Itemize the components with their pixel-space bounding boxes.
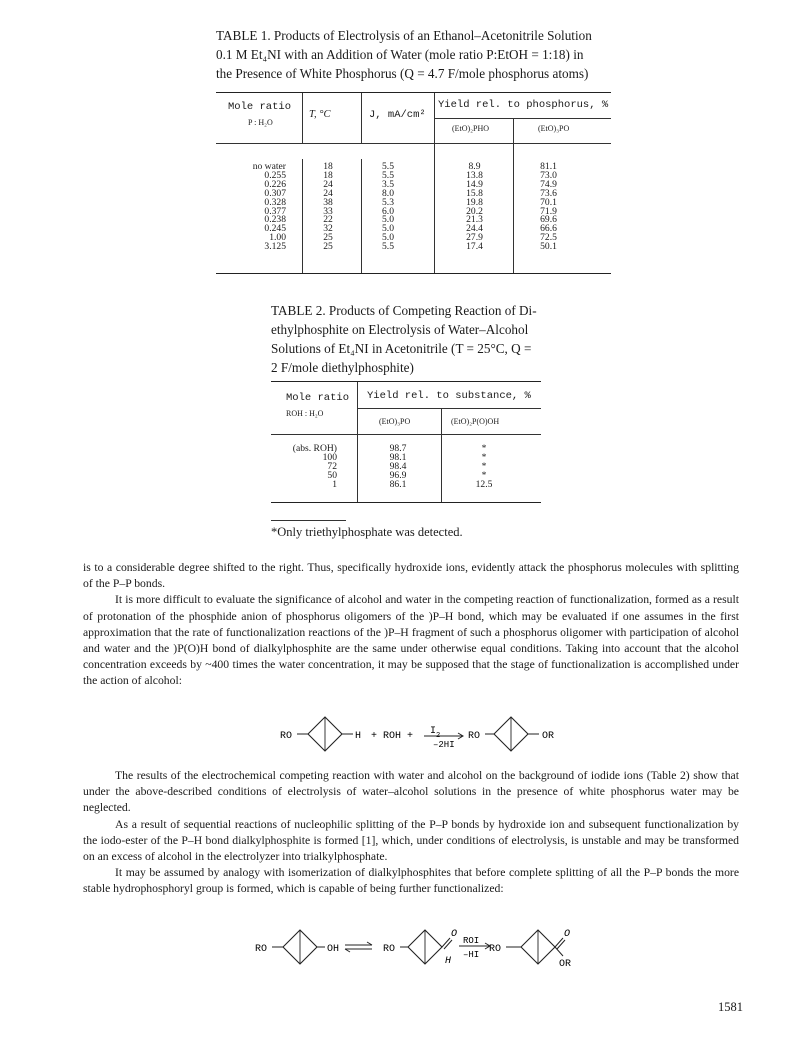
table1 — [216, 92, 611, 274]
eq1-ro-right: RO — [468, 731, 481, 742]
table2-header-mole-ratio: Mole ratio — [286, 392, 350, 404]
paragraph-3: The results of the electrochemical competing reaction with water and alcohol on the background of iodide ions (Table 2) show that under the above-described conditions of electrolysis of water–alcohol solutions in the presence of white phosphorus water may be neglected. — [83, 769, 739, 815]
table1-header-triethylphosphate: (EtO)₃PO — [538, 124, 570, 133]
table1-divider — [302, 93, 303, 143]
table2-caption-line3: Solutions of Et₄NI in Acetonitrile (T = 25°C, Q = — [271, 341, 532, 356]
table1-header-diethylphosphite: (EtO)₂PHO — [452, 124, 490, 133]
eq2-bond — [555, 947, 563, 956]
table1-header-current-density: J, mA/cm² — [369, 109, 426, 121]
table1-caption — [216, 26, 656, 83]
table1-header-mole-ratio-sub: P : H₂O — [248, 118, 273, 127]
table2-header-rule — [357, 408, 541, 409]
table1-divider — [434, 93, 435, 273]
body-text-upper — [83, 560, 739, 690]
table1-col-temperature: 18 18 24 24 38 33 22 32 25 25 — [323, 161, 333, 253]
eq1-minus-2hi: –2HI — [433, 740, 455, 750]
eq1-iodine: I — [430, 726, 437, 737]
eq1-h: H — [355, 731, 362, 742]
table1-col-current-density: 5.5 5.5 3.5 8.0 5.3 6.0 5.0 5.0 5.0 5.5 — [382, 161, 394, 253]
eq2-double-bond — [557, 940, 565, 949]
eq2-oxygen-2: O — [564, 929, 571, 940]
table2-footnote: *Only triethylphosphate was detected. — [271, 525, 463, 539]
table2-col-triethylphosphate: 98.7 98.1 98.4 96.9 86.1 — [389, 443, 407, 490]
eq2-double-bond — [442, 938, 450, 947]
paragraph-5: It may be assumed by analogy with isomerization of dialkylphosphites that before complete splitting of all the P–P bonds the more stable hydrophosphoryl group is formed, which is capable of being further functionalized: — [83, 866, 739, 896]
table2-header-yield: Yield rel. to substance, % — [367, 390, 531, 402]
paragraph-1: is to a considerable degree shifted to the right. Thus, specifically hydroxide ions, evidently attack the phosphorus molecules with splitting of the P–P bonds. — [83, 561, 739, 591]
table2-col-mole-ratio: (abs. ROH) 100 72 50 1 — [292, 443, 337, 490]
eq2-hydrogen: H — [445, 956, 452, 967]
eq1-iodine-subscript: 2 — [436, 732, 441, 740]
paragraph-4: As a result of sequential reactions of nucleophilic splitting of the P–P bonds by hydroxide ion and subsequent functionalization by the iodo-ester of the P–H bond dialkylphosphite is formed [1], which, under conditions of electrolysis, is unstable and may be transformed on an excess of alcohol in the electrolyzer into trialkylphosphate. — [83, 817, 739, 864]
table1-header-temperature: T, °C — [309, 109, 331, 120]
table2 — [271, 381, 541, 503]
table2-col-diethylphosphoric-acid: * * * * 12.5 — [475, 443, 493, 490]
eq1-plus-roh: + ROH + — [371, 731, 414, 742]
table1-header-bottom-rule — [216, 143, 611, 144]
table2-header-diethylphosphoric-acid: (EtO)₂P(O)OH — [451, 417, 500, 426]
eq2-oxygen-1: O — [451, 929, 458, 940]
table1-divider — [513, 119, 514, 273]
table1-caption-line1: TABLE 1. Products of Electrolysis of an Ethanol–Acetonitrile Solution — [216, 28, 592, 43]
eq2-double-bond — [555, 938, 563, 947]
eq2-double-bond — [444, 940, 452, 949]
table2-divider — [357, 382, 358, 502]
table2-header-mole-ratio-sub: ROH : H₂O — [286, 409, 324, 418]
eq1-ro-left: RO — [280, 731, 293, 742]
reaction-equation-1 — [280, 713, 570, 753]
table1-col-triethylphosphate: 81.1 73.0 74.9 73.6 70.1 71.9 69.6 66.6 72.5 50.1 — [540, 161, 557, 253]
eq2-or: OR — [559, 959, 572, 970]
eq2-oh: OH — [327, 944, 340, 955]
eq2-minus-hi: –HI — [463, 950, 480, 960]
eq2-ro-3: RO — [489, 944, 502, 955]
eq2-ro-2: RO — [383, 944, 396, 955]
body-text-lower — [83, 768, 739, 898]
table1-divider — [361, 93, 362, 143]
table1-col-diethylphosphite: 8.9 13.8 14.9 15.8 19.8 20.2 21.3 24.4 27.9 17.4 — [466, 161, 483, 253]
table1-header-rule — [434, 118, 611, 119]
eq2-roi: ROI — [463, 936, 480, 946]
table2-caption-line2: ethylphosphite on Electrolysis of Water–Alcohol — [271, 322, 529, 337]
footnote-rule — [271, 520, 346, 521]
table1-caption-line2: 0.1 M Et₄NI with an Addition of Water (mole ratio P:EtOH = 1:18) in — [216, 47, 584, 62]
table1-header-mole-ratio: Mole ratio — [228, 101, 292, 113]
table1-divider — [361, 159, 362, 273]
reaction-equation-2 — [255, 922, 615, 972]
table1-caption-line3: the Presence of White Phosphorus (Q = 4.7 F/mole phosphorus atoms) — [216, 66, 589, 81]
table1-divider — [302, 159, 303, 273]
table2-caption-line4: 2 F/mole diethylphosphite) — [271, 360, 414, 375]
table1-header-yield: Yield rel. to phosphorus, % — [438, 99, 609, 111]
table2-caption — [271, 301, 571, 377]
paragraph-2: It is more difficult to evaluate the significance of alcohol and water in the competing reaction of functionalization, formed as a result of protonation of the phosphide anion of phosphorus oligomers of the )P–H bond, which may be evaluated if one assumes in the first approximation that the rate of functionalization reactions of the )P–H fragment of such a phosphorus oligomer with participation of alcohol and water and the )P(O)H bond of dialkylphosphite are the same under otherwise equal conditions. Taking into account that the alcohol concentration exceeds by ~400 times the water concentration, it may be supposed that the stage of functionalization is accomplished under the action of alcohol: — [83, 593, 739, 688]
table2-caption-line1: TABLE 2. Products of Competing Reaction of Di- — [271, 303, 537, 318]
table2-header-triethylphosphate: (EtO)₃PO — [379, 417, 411, 426]
page-number: 1581 — [718, 1000, 743, 1014]
table1-col-mole-ratio: no water 0.255 0.226 0.307 0.328 0.377 0.238 0.245 1.00 3.125 — [252, 161, 286, 253]
eq2-ro-1: RO — [255, 944, 268, 955]
table2-header-bottom-rule — [271, 434, 541, 435]
eq1-or: OR — [542, 731, 555, 742]
table2-divider — [441, 409, 442, 502]
